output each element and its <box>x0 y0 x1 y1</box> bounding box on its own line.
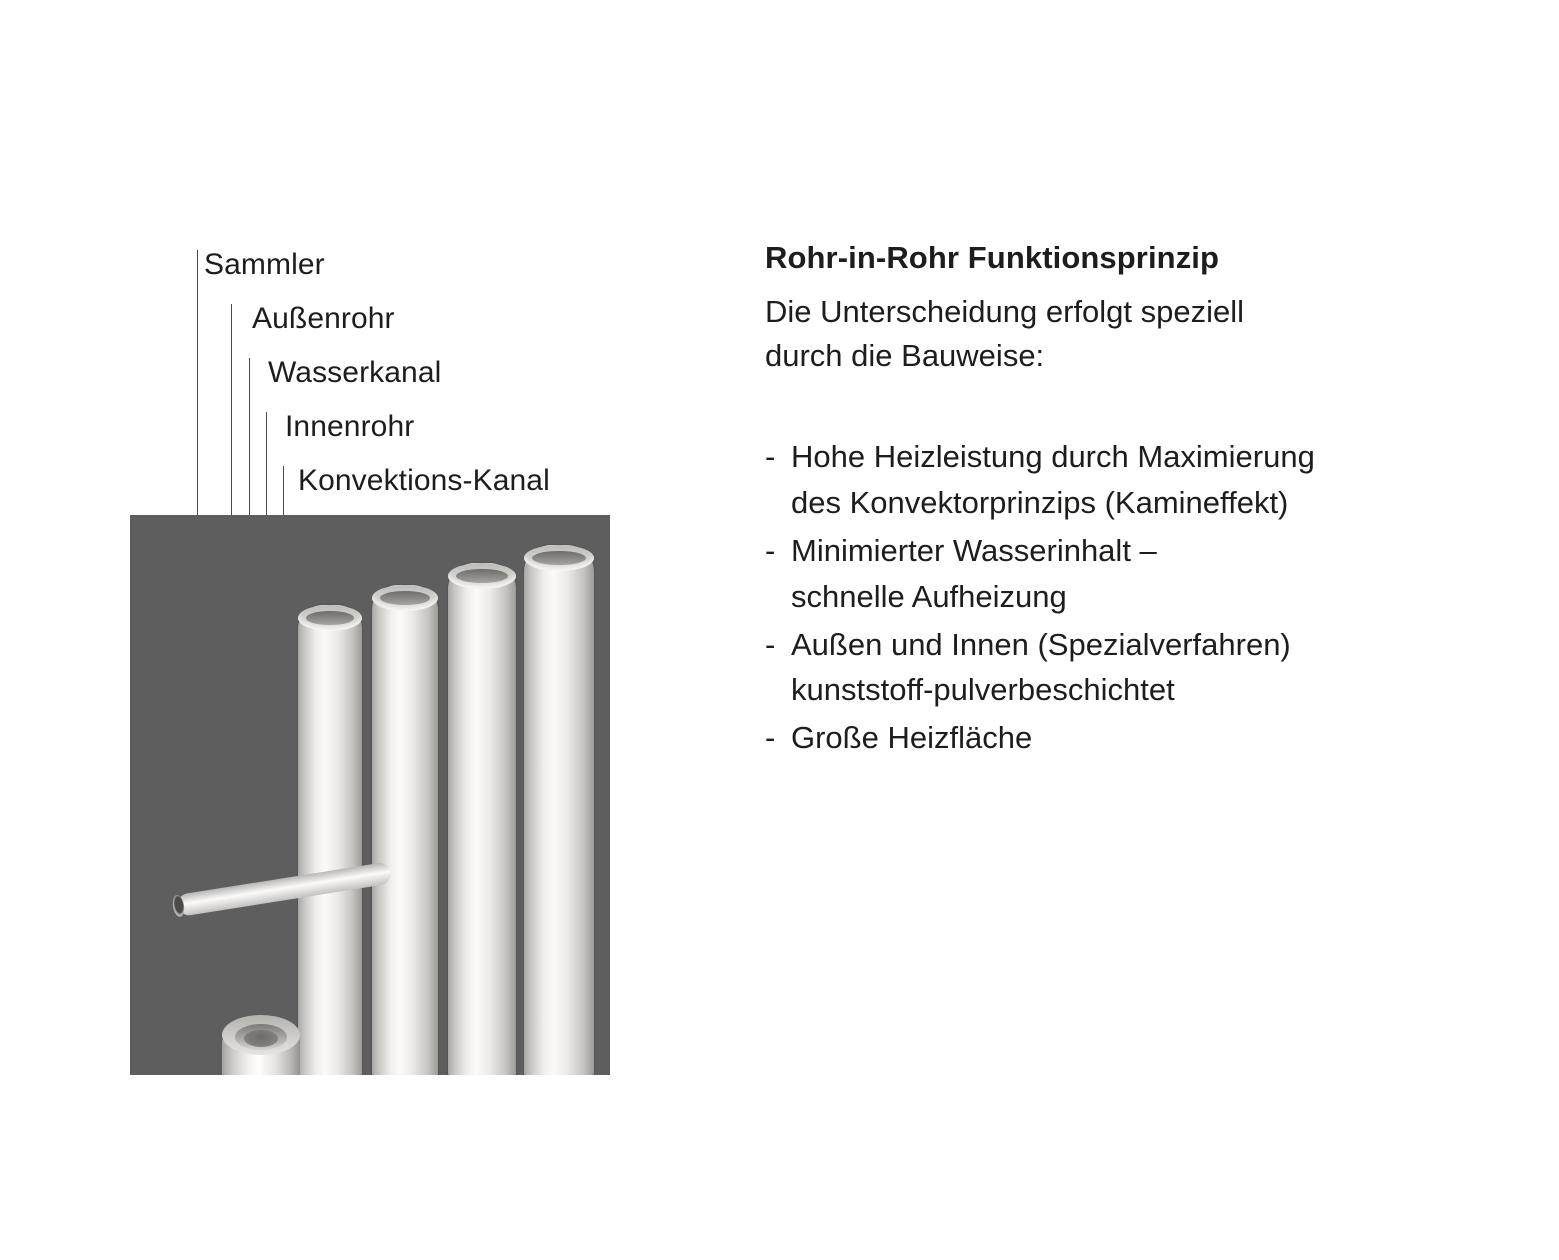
radiator-tube-2 <box>372 585 438 1075</box>
list-item-label <box>791 434 1465 526</box>
list-item-line: Hohe Heizleistung durch Maximierung <box>791 439 1315 475</box>
radiator-tube-3 <box>448 563 516 1075</box>
rohr-in-rohr-figure <box>130 230 610 1075</box>
bullet-marker: - <box>765 439 776 475</box>
list-item-line: schnelle Aufheizung <box>791 578 1067 614</box>
list-item-line: kunststoff-pulverbeschichtet <box>791 672 1175 708</box>
bullet-marker: - <box>765 720 776 756</box>
list-item <box>765 715 1465 761</box>
bullet-marker: - <box>765 532 776 568</box>
callout-label-aussenrohr: Außenrohr <box>252 302 395 335</box>
tube-bore <box>532 551 585 565</box>
cutaway-tube <box>222 1015 300 1075</box>
tube-bore <box>380 591 430 605</box>
intro-line-2: durch die Bauweise: <box>765 338 1045 374</box>
list-item-label <box>791 715 1465 761</box>
intro-line-1: Die Unterscheidung erfolgt speziell <box>765 294 1245 329</box>
page-title: Rohr-in-Rohr Funktionsprinzip <box>765 240 1220 275</box>
description-column <box>765 240 1465 763</box>
list-item-line: Große Heizfläche <box>791 720 1033 756</box>
tube-bore <box>456 569 508 583</box>
feature-list <box>765 434 1465 761</box>
radiator-photo <box>130 515 610 1075</box>
radiator-tube-1 <box>298 605 362 1075</box>
callout-label-konvektions-kanal: Konvektions-Kanal <box>298 464 550 497</box>
callout-label-wasserkanal: Wasserkanal <box>268 356 442 389</box>
list-item <box>765 528 1465 620</box>
list-item-line: Außen und Innen (Spezialverfahren) <box>791 626 1291 662</box>
tube-bore <box>306 611 355 625</box>
list-item <box>765 434 1465 526</box>
bullet-marker: - <box>765 626 776 662</box>
callout-label-innenrohr: Innenrohr <box>285 410 415 443</box>
list-item-line: des Konvektorprinzips (Kamineffekt) <box>791 484 1289 520</box>
callout-label-sammler: Sammler <box>204 248 325 281</box>
cutaway-inner-pipe-bore <box>244 1030 278 1047</box>
radiator-tube-4 <box>524 545 594 1075</box>
list-item-line: Minimierter Wasserinhalt – <box>791 532 1157 568</box>
collector-pipe-opening <box>171 894 185 917</box>
list-item <box>765 622 1465 714</box>
list-item-label <box>791 622 1465 714</box>
list-item-label <box>791 528 1465 620</box>
